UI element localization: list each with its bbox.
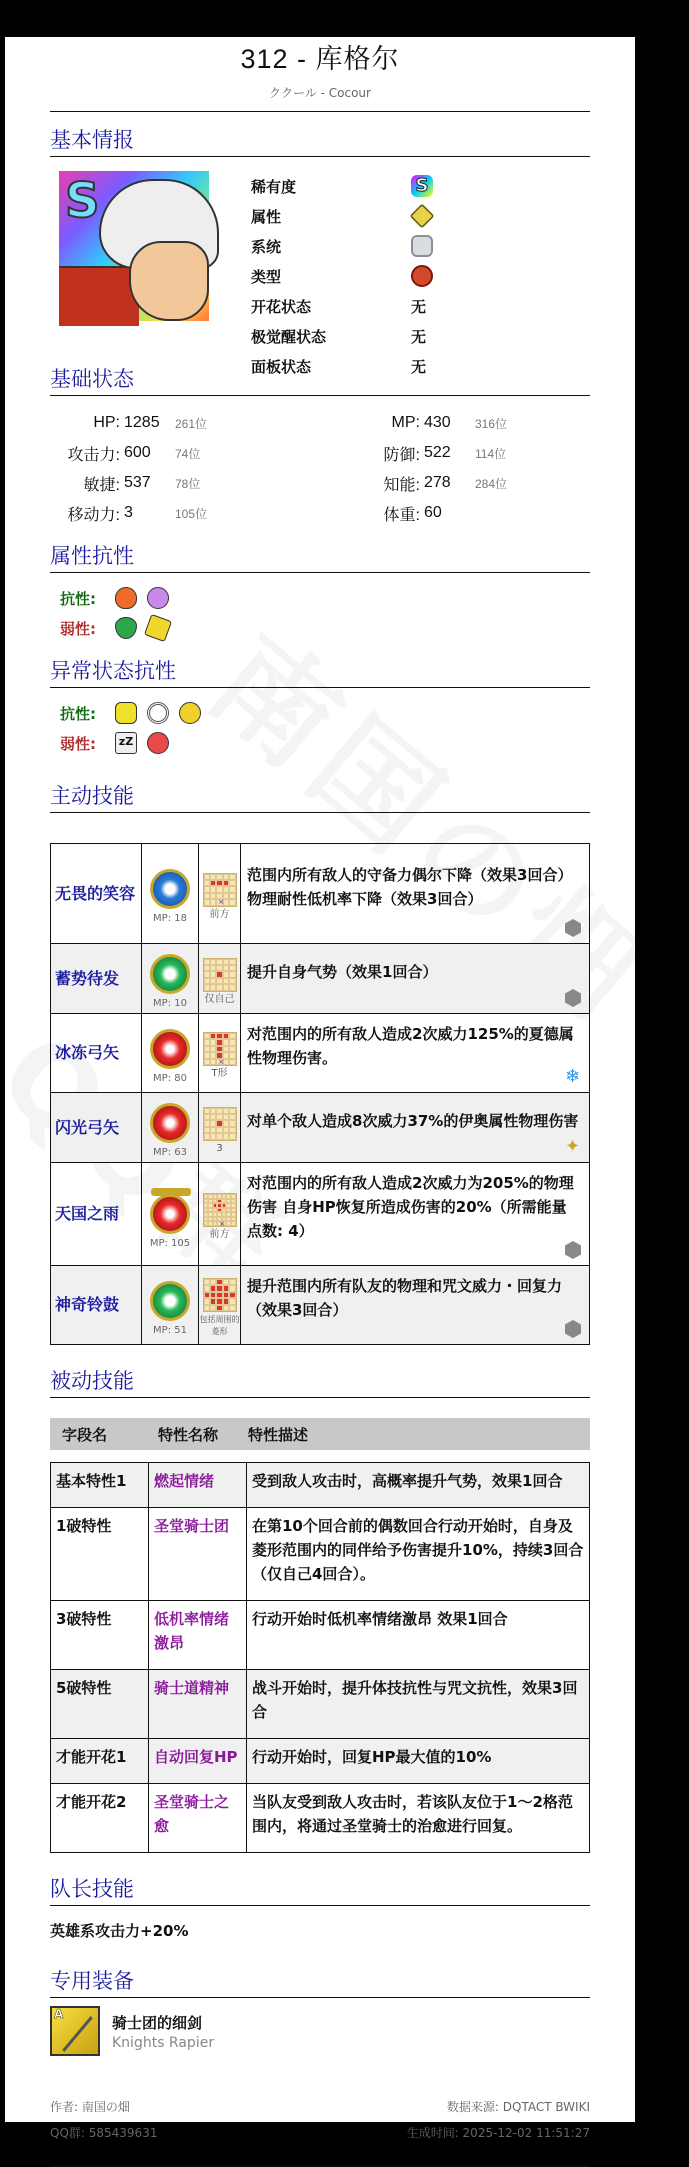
weak-label: 弱性:: [60, 734, 96, 753]
stat-hp: HP: 1285 261位: [93, 414, 208, 431]
equipment-item[interactable]: [50, 2006, 590, 2056]
passive-field: 才能开花2: [51, 1784, 149, 1853]
attack-orb-icon: [150, 1029, 190, 1069]
passive-name[interactable]: 低机率情绪激昂: [149, 1601, 247, 1670]
skill-mp: MP: 63: [153, 1147, 187, 1158]
equipment-name: 骑士团的细剑: [112, 2013, 203, 2032]
leader-skill-text: 英雄系攻击力+20%: [50, 1922, 189, 1940]
section-element-resist: 属性抗性: [50, 540, 590, 573]
fire-icon: [115, 587, 137, 609]
section-equipment: 专用装备: [50, 1965, 590, 1998]
lightning-icon: [144, 614, 172, 642]
skill-desc: 提升自身气势（效果1回合）: [247, 962, 438, 981]
awakening-value: 无: [411, 327, 427, 346]
skill-desc: 对单个敌人造成8次威力37%的伊奥属性物理伤害: [247, 1111, 579, 1130]
passive-desc: 行动开始时，回复HP最大值的10%: [247, 1739, 590, 1784]
support-orb-icon: [150, 1281, 190, 1321]
skill-name[interactable]: 神奇铃鼓: [51, 1266, 142, 1345]
range-plus-icon: [203, 1193, 237, 1227]
skill-desc: 对范围内的所有敌人造成2次威力125%的夏德属性物理伤害。: [247, 1025, 574, 1067]
attribute-light-icon: [410, 204, 435, 229]
rarity-label: 稀有度: [251, 177, 297, 196]
skill-desc: 对范围内的所有敌人造成2次威力为205%的物理伤害 自身HP恢复所造成伤害的20%（所需能量点数: 4）: [247, 1174, 574, 1240]
range-self-icon: [203, 958, 237, 992]
type-label: 类型: [251, 267, 282, 286]
skill-desc: 提升范围内所有队友的物理和咒文威力・回复力（效果3回合）: [247, 1277, 563, 1319]
status-resist-block: [50, 698, 590, 758]
rapier-icon: [50, 2006, 100, 2056]
section-leader-skill: 队长技能: [50, 1873, 590, 1906]
range-label: 前方: [209, 908, 230, 920]
bloom-value: 无: [411, 297, 427, 316]
section-passive-skills: 被动技能: [50, 1365, 590, 1398]
range-tshape-icon: [203, 1032, 237, 1066]
section-basic-info: 基本情报: [50, 124, 590, 157]
passive-row: [51, 1601, 590, 1670]
range-label: 3: [216, 1142, 223, 1154]
stat-attack: 攻击力: 600 74位: [67, 444, 201, 464]
attribute-label: 属性: [251, 207, 282, 226]
stat-defense: 防御: 522 114位: [383, 444, 507, 464]
section-active-skills: 主动技能: [50, 780, 590, 813]
passive-desc: 在第10个回合前的偶数回合行动开始时，自身及菱形范围内的同伴给予伤害提升10%，持续3回合（仅自己4回合）。: [247, 1508, 590, 1601]
skill-mp: MP: 18: [153, 913, 187, 924]
earth-icon: [115, 617, 137, 639]
skill-name[interactable]: 蓄势待发: [51, 944, 142, 1014]
no-element-icon: [565, 989, 581, 1007]
generated-time: 生成时间: 2025-12-02 11:51:27: [406, 2126, 590, 2140]
confusion-icon: [179, 702, 201, 724]
no-element-icon: [565, 919, 581, 937]
page-title: 312 - 库格尔: [240, 44, 400, 74]
panel-value: 无: [411, 357, 427, 376]
page-subtitle: ククール - Cocour: [269, 86, 371, 100]
stats-grid: [50, 408, 590, 528]
system-label: 系统: [251, 237, 282, 256]
passive-desc: 当队友受到敌人攻击时，若该队友位于1～2格范围内，将通过圣堂骑士的治愈进行回复。: [247, 1784, 590, 1853]
bloom-label: 开花状态: [251, 297, 312, 316]
author: 作者: 南国の畑: [50, 2100, 130, 2114]
passive-name[interactable]: 燃起情绪: [149, 1463, 247, 1508]
skill-desc: 范围内所有敌人的守备力偶尔下降（效果3回合） 物理耐性低机率下降（效果3回合）: [247, 865, 573, 908]
charm-icon: [147, 732, 169, 754]
system-hero-icon: [411, 235, 433, 257]
skill-row: [51, 1014, 590, 1093]
passive-field: 才能开花1: [51, 1739, 149, 1784]
skill-row: [51, 1163, 590, 1266]
footer: [50, 2094, 590, 2146]
rarity-s-icon: S: [411, 175, 433, 197]
col-desc: 特性描述: [248, 1425, 309, 1444]
passive-name[interactable]: 圣堂骑士团: [149, 1508, 247, 1601]
skill-row: [51, 944, 590, 1014]
passive-row: [51, 1784, 590, 1853]
section-status-resist: 异常状态抗性: [50, 655, 590, 688]
passive-desc: 战斗开始时，提升体技抗性与咒文抗性，效果3回合: [247, 1670, 590, 1739]
skill-name[interactable]: 闪光弓矢: [51, 1093, 142, 1163]
light-element-icon: ✦: [565, 1136, 581, 1157]
skill-row: [51, 1266, 590, 1345]
passive-name[interactable]: 自动回复HP: [149, 1739, 247, 1784]
passive-row: [51, 1739, 590, 1784]
type-attack-icon: [411, 265, 433, 287]
no-element-icon: [565, 1241, 581, 1259]
wind-icon: [147, 587, 169, 609]
passive-skills-table: [50, 1462, 590, 1853]
passive-field: 3破特性: [51, 1601, 149, 1670]
section-base-stats: 基础状态: [50, 363, 590, 396]
skill-mp: MP: 10: [153, 998, 187, 1009]
support-orb-icon: [150, 869, 190, 909]
active-skills-table: [50, 843, 590, 1345]
page: [5, 37, 635, 2140]
stat-mp: MP: 430 316位: [391, 414, 508, 431]
skill-name[interactable]: 冰冻弓矢: [51, 1014, 142, 1093]
qq-group: QQ群: 585439631: [50, 2126, 158, 2140]
stat-weight: 体重: 60: [383, 504, 442, 524]
skill-mp: MP: 51: [153, 1324, 187, 1336]
weak-label: 弱性:: [60, 619, 96, 638]
resist-label: 抗性:: [60, 589, 96, 608]
panel-label: 面板状态: [251, 357, 312, 376]
element-resist-block: [50, 583, 590, 643]
divider: [50, 111, 590, 112]
range-label: T形: [211, 1068, 228, 1079]
paralysis-icon: [115, 702, 137, 724]
character-portrait: S: [59, 171, 209, 321]
col-field: 字段名: [62, 1425, 108, 1444]
passive-table-header: [50, 1418, 590, 1450]
range-label: 仅自己: [204, 993, 235, 1005]
skill-mp: MP: 80: [153, 1072, 187, 1084]
range-label: 前方: [209, 1229, 230, 1240]
skill-name[interactable]: 无畏的笑容: [51, 844, 142, 944]
resist-label: 抗性:: [60, 704, 96, 723]
passive-row: [51, 1508, 590, 1601]
passive-field: 1破特性: [51, 1508, 149, 1601]
skill-name[interactable]: 天国之雨: [51, 1163, 142, 1266]
attack-orb-icon: [150, 1103, 190, 1143]
equipment-en-name: Knights Rapier: [112, 2034, 215, 2051]
ice-element-icon: ❄: [565, 1066, 581, 1087]
skill-row: [51, 844, 590, 944]
passive-desc: 受到敌人攻击时，高概率提升气势，效果1回合: [247, 1463, 590, 1508]
range-front-icon: [203, 873, 237, 907]
stat-wisdom: 知能: 278 284位: [383, 474, 508, 494]
data-source: 数据来源: DQTACT BWIKI: [446, 2100, 590, 2114]
passive-name[interactable]: 圣堂骑士之愈: [149, 1784, 247, 1853]
stat-agility: 敏捷: 537 78位: [83, 474, 201, 494]
passive-field: 基本特性1: [51, 1463, 149, 1508]
awakening-label: 极觉醒状态: [251, 327, 327, 346]
ultimate-orb-icon: [150, 1194, 190, 1234]
passive-row: [51, 1463, 590, 1508]
col-name: 特性名称: [158, 1425, 219, 1444]
range-single-icon: [203, 1107, 237, 1141]
passive-desc: 行动开始时低机率情绪激昂 效果1回合: [247, 1601, 590, 1670]
passive-row: [51, 1670, 590, 1739]
passive-field: 5破特性: [51, 1670, 149, 1739]
range-label: 包括周围的菱形: [199, 1315, 240, 1336]
stat-move: 移动力: 3 105位: [67, 504, 208, 524]
skill-mp: MP: 105: [149, 1237, 191, 1249]
skill-row: [51, 1093, 590, 1163]
range-diamond-icon: [203, 1278, 237, 1312]
passive-name[interactable]: 骑士道精神: [149, 1670, 247, 1739]
basic-info-table: [251, 171, 433, 376]
no-element-icon: [565, 1320, 581, 1338]
seal-icon: [147, 702, 169, 724]
sleep-icon: zZ: [115, 732, 137, 754]
support-orb-icon: [150, 954, 190, 994]
